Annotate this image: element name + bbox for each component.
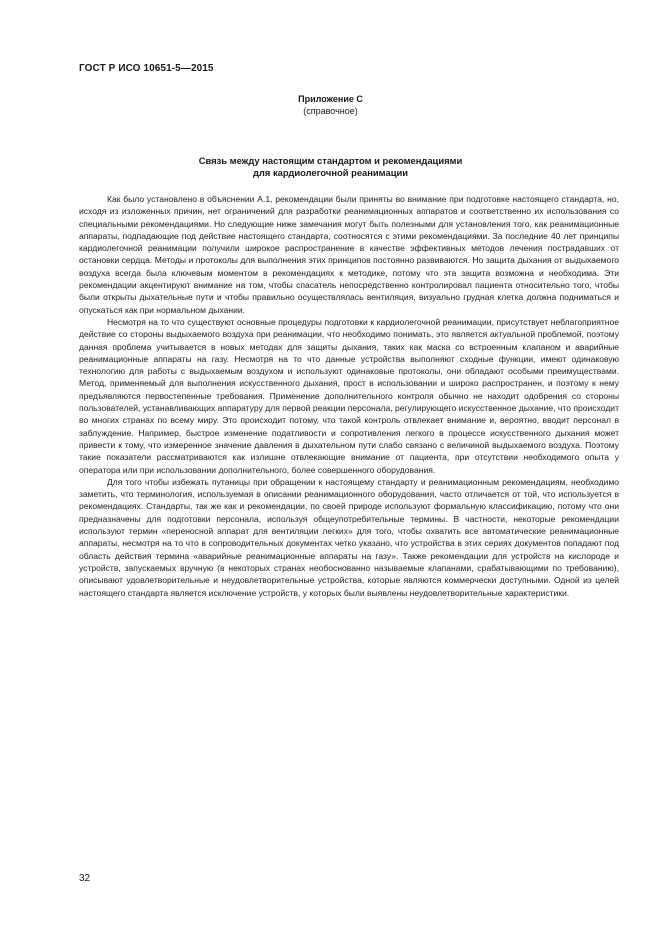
paragraph: Несмотря на то что существуют основные процедуры подготовки к кардиолегочной реанимации, присутствует неблагоприятное действие со стороны выдыхаемого воздуха при реанимации, что необходимо понимать, это является актуальной проблемой, поэтому данная проблема учитывается в новых методах для защиты дыхания, таких как маска со встроенным клапаном и аварийные реанимационные аппараты на газу. Несмотря на то что данные устройства выполняют сходные функции, имеют одинаковую технологию для работы с выдыхаемым воздухом и используют одинаковые протоколы, они обладают особыми преимуществами. Метод, применяемый для выполнения искусственного дыхания, прост в использовании и широко распространен, и поэтому к нему предъявляются первостепенные требования. Применение дополнительного контроля обычно не находит одобрения со стороны пользователей, устанавливающих аппаратуру для первой реакции персонала, регулирующего искусственное дыхание, что происходит во многих странах по всему миру. Это происходит потому, что такой контроль отвлекает внимание и, вероятно, вводит персонал в заблуждение. Например, быстрое изменение податливости и сопротивления легкого в процессе искусственного дыхания может привести к тому, что измеренное значение давления в дыхательном пути слабо связано с величиной выдыхаемого воздуха. Поэтому такие показатели рассматриваются как излишне отвлекающие внимание от пациента, при отсутствии необходимого опыта у оператора или при использовании дополнительного, более совершенного оборудования. bbox=[79, 316, 619, 475]
annex-title bbox=[0, 155, 661, 179]
page-number: 32 bbox=[79, 873, 91, 884]
annex-heading bbox=[0, 93, 661, 117]
body-text bbox=[79, 193, 619, 599]
annex-label: Приложение С bbox=[298, 94, 363, 104]
paragraph: Для того чтобы избежать путаницы при обращении к настоящему стандарту и реанимационным рекомендациям, необходимо заметить, что терминология, используемая в описании реанимационного оборудования, часто отличается от той, что используется в рекомендациях. Стандарты, так же как и рекомендации, по своей природе используют формальную классификацию, потому что они предназначены для подготовки персонала, используя общеупотребительные термины. В частности, некоторые рекомендации используют термин «переносной аппарат для вентиляции легких» для того, чтобы охватить все автоматические реанимационные аппараты, несмотря на то что в сопроводительных документах четко указано, что устройства в этих сериях документов попадают под область действия термина «аварийные реанимационные аппараты на газу». Также рекомендации для устройств на кислороде и устройств, запускаемых вручную (в некоторых странах необоснованно называемые клапанами, срабатывающими по требованию), описывают удовлетворительные и неудовлетворительные устройства, которые являются коммерчески доступными. Одной из целей настоящего стандарта является исключение устройств, у которых были выявлены неудовлетворительные характеристики. bbox=[79, 476, 619, 598]
standard-designation: ГОСТ Р ИСО 10651-5—2015 bbox=[79, 63, 214, 74]
paragraph: Как было установлено в объяснении А.1, рекомендации были приняты во внимание при подготовке настоящего стандарта, но, исходя из изложенных причин, нет ограничений для разработки реанимационных аппаратов и соответственно их использования со специальными рекомендациями. Но следующие ниже замечания могут быть полезными для установления того, как реанимационные аппараты, подпадающие под действие настоящего стандарта, соотносятся с этими рекомендациями. За последние 40 лет принципы кардиолегочной реанимации получили широкое распространение в качестве эффективных методов лечения пострадавших от остановки сердца. Методы и протоколы для выполнения этих принципов постоянно развиваются. Но защита дыхания от выдыхаемого воздуха всегда была ключевым моментом в рекомендациях к методике, потому что эта защита возможна и необходима. Эти рекомендации акцентируют внимание на том, чтобы спасатель непосредственно контролировал пациента относительно того, чтобы были открыты дыхательные пути и чтобы правильно осуществлялась вентиляция, визуально грудная клетка должна подниматься и опускаться как при нормальном дыхании. bbox=[79, 194, 619, 315]
annex-title-line-1: Связь между настоящим стандартом и рекомендациями bbox=[198, 155, 463, 166]
annex-title-line-2: для кардиолегочной реанимации bbox=[252, 167, 408, 178]
annex-type: (справочное) bbox=[303, 106, 358, 116]
